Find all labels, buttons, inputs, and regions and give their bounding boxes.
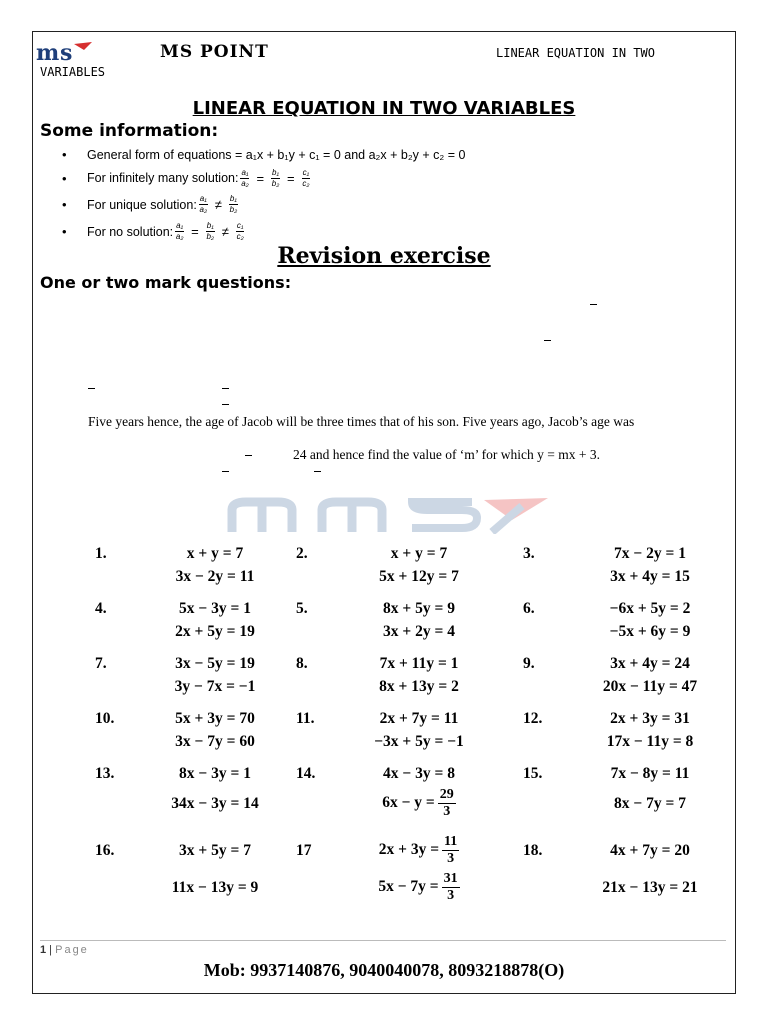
not-equal-sign: ≠	[214, 197, 222, 212]
equation-eq2: 3x − 7y = 60	[175, 733, 255, 750]
page-number: 1	[40, 944, 47, 956]
exercise-number: 16.	[95, 842, 115, 859]
stray-dash	[314, 471, 321, 472]
ms-watermark-logo	[222, 496, 552, 534]
equation-eq2: 2x + 5y = 19	[175, 623, 255, 640]
stray-dash	[222, 388, 229, 389]
exercise-number: 14.	[296, 765, 316, 782]
fraction-b: $\frac{\text{b₁}}{\text{b₂}}$	[271, 167, 280, 188]
info-list	[60, 146, 660, 245]
equation-eq2: 3x − 2y = 11	[175, 568, 255, 585]
numerator: 29	[439, 787, 454, 802]
fraction-a: $\frac{\text{a₁}}{\text{a₂}}$	[199, 194, 208, 214]
equation-eq1	[360, 834, 478, 867]
equation-eq1: 7x + 11y = 1	[379, 655, 459, 672]
infinite-label: • For infinitely many solution:	[87, 171, 239, 185]
fraction-rhs	[442, 871, 460, 904]
equation-eq2: 8x + 13y = 2	[379, 678, 459, 695]
equation-eq1: 3x − 5y = 19	[175, 655, 255, 672]
fraction-c: $\frac{\text{c₁}}{\text{c₂}}$	[236, 221, 244, 241]
numerator: 11	[444, 834, 458, 849]
equation-eq2: 5x + 12y = 7	[379, 568, 459, 585]
exercise-number: 1.	[95, 545, 107, 562]
denominator: 3	[443, 804, 451, 819]
exercise-number: 9.	[523, 655, 535, 672]
equation-eq1: 8x − 3y = 1	[179, 765, 251, 782]
equation-eq1: 2x + 3y = 31	[610, 710, 690, 727]
fraction-b: $\frac{\text{b₁}}{\text{b₂}}$	[206, 221, 214, 241]
equation-eq2: 8x − 7y = 7	[614, 795, 686, 812]
exercise-number: 5.	[296, 600, 308, 617]
fraction-c: $\frac{\text{c₁}}{\text{c₂}}$	[302, 167, 310, 188]
exercise-number: 7.	[95, 655, 107, 672]
exercise-number: 10.	[95, 710, 115, 727]
equation-eq1: 3x + 4y = 24	[610, 655, 690, 672]
exercise-number: 15.	[523, 765, 543, 782]
stray-dash	[245, 455, 252, 456]
no-solution-label: • For no solution:	[87, 224, 174, 239]
fraction-b: $\frac{\text{b₁}}{\text{b₂}}$	[229, 194, 238, 214]
equation-eq1: 4x + 7y = 20	[610, 842, 690, 859]
stray-dash	[88, 388, 95, 389]
contact-numbers: Mob: 9937140876, 9040040078, 8093218878(O)	[203, 960, 565, 980]
equation-eq1: x + y = 7	[186, 545, 244, 562]
fraction-a: $\frac{\text{a₁}}{\text{a₂}}$	[241, 167, 249, 188]
equation-eq2: 11x − 13y = 9	[171, 879, 259, 896]
equation-eq2: 17x − 11y = 8	[606, 733, 694, 750]
equation-eq1: 7x − 8y = 11	[610, 765, 690, 782]
equation-eq2: 21x − 13y = 21	[602, 879, 698, 896]
stray-dash	[222, 404, 229, 405]
list-item	[60, 146, 660, 163]
equals-sign: =	[191, 224, 199, 239]
question-m-text: 24 and hence find the value of ‘m’ for which y = mx + 3.	[293, 447, 601, 462]
denominator: 3	[447, 888, 455, 903]
equation-eq2	[360, 871, 478, 904]
exercise-number: 4.	[95, 600, 107, 617]
chapter-title-line2: VARIABLES	[40, 65, 106, 79]
footer-divider	[40, 940, 726, 941]
equation-eq2: 3x + 2y = 4	[383, 623, 455, 640]
list-item	[60, 165, 660, 191]
equation-eq1: 5x + 3y = 70	[175, 710, 255, 727]
exercise-number: 3.	[523, 545, 535, 562]
equation-eq1: x + y = 7	[390, 545, 448, 562]
exercise-number: 18.	[523, 842, 543, 859]
equation-eq1: 5x − 3y = 1	[179, 600, 251, 617]
question-jacob-text: Five years hence, the age of Jacob will be three times that of his son. Five years ago, Jacob’s age was	[88, 414, 635, 429]
equation-eq2	[360, 787, 478, 820]
fraction-a: $\frac{\text{a₁}}{\text{a₂}}$	[175, 221, 184, 241]
exercise-number: 13.	[95, 765, 115, 782]
equation-eq2: −3x + 5y = −1	[374, 733, 464, 750]
equation-lhs: 2x + 3y =	[378, 841, 440, 859]
exercise-number: 17	[296, 842, 312, 859]
equation-lhs: 5x − 7y =	[378, 878, 439, 896]
equation-eq2: −5x + 6y = 9	[609, 623, 691, 640]
svg-text:s: s	[60, 40, 73, 66]
numerator: 31	[443, 871, 458, 886]
equation-eq1: 7x − 2y = 1	[614, 545, 686, 562]
exercise-number: 6.	[523, 600, 535, 617]
equation-eq1: 3x + 5y = 7	[179, 842, 251, 859]
brand-name: MS POINT	[160, 42, 269, 62]
exercise-number: 12.	[523, 710, 543, 727]
exercise-number: 2.	[296, 545, 308, 562]
page-title: LINEAR EQUATION IN TWO VARIABLES	[192, 98, 576, 119]
equation-lhs: 6x − y =	[382, 794, 435, 812]
page-word: Page	[55, 944, 89, 956]
stray-dash	[222, 471, 229, 472]
equals-sign: =	[256, 170, 265, 186]
list-item	[60, 191, 660, 218]
list-item	[60, 218, 660, 245]
general-form-text: • General form of equations = a₁x + b₁y + c₁ = 0 and a₂x + b₂y + c₂ = 0	[87, 147, 466, 162]
chapter-title-line1: LINEAR EQUATION IN TWO	[496, 46, 655, 60]
denominator: 3	[447, 851, 455, 866]
equation-eq1: 2x + 7y = 11	[379, 710, 459, 727]
exercise-number: 11.	[296, 710, 315, 727]
info-heading: Some information:	[40, 121, 219, 141]
equals-sign: =	[287, 170, 295, 186]
fraction-rhs	[442, 834, 459, 867]
page-number-label	[40, 944, 89, 956]
page-separator: |	[46, 944, 56, 956]
exercise-number: 8.	[296, 655, 308, 672]
ms-logo	[36, 40, 96, 66]
stray-dash	[590, 304, 597, 305]
equation-eq2: 20x − 11y = 47	[602, 678, 698, 695]
fraction-rhs	[438, 787, 456, 820]
equation-eq2: 3x + 4y = 15	[610, 568, 690, 585]
revision-title: Revision exercise	[277, 243, 491, 269]
equation-eq1: 4x − 3y = 8	[383, 765, 455, 782]
equation-eq1: 8x + 5y = 9	[383, 600, 455, 617]
stray-dash	[544, 340, 551, 341]
not-equal-sign: ≠	[221, 224, 229, 239]
questions-heading: One or two mark questions:	[40, 273, 292, 292]
equation-eq2: 34x − 3y = 14	[171, 795, 259, 812]
svg-text:m: m	[36, 40, 60, 66]
unique-label: • For unique solution:	[87, 197, 197, 212]
equation-eq1: −6x + 5y = 2	[609, 600, 691, 617]
equation-eq2: 3y − 7x = −1	[174, 678, 256, 695]
